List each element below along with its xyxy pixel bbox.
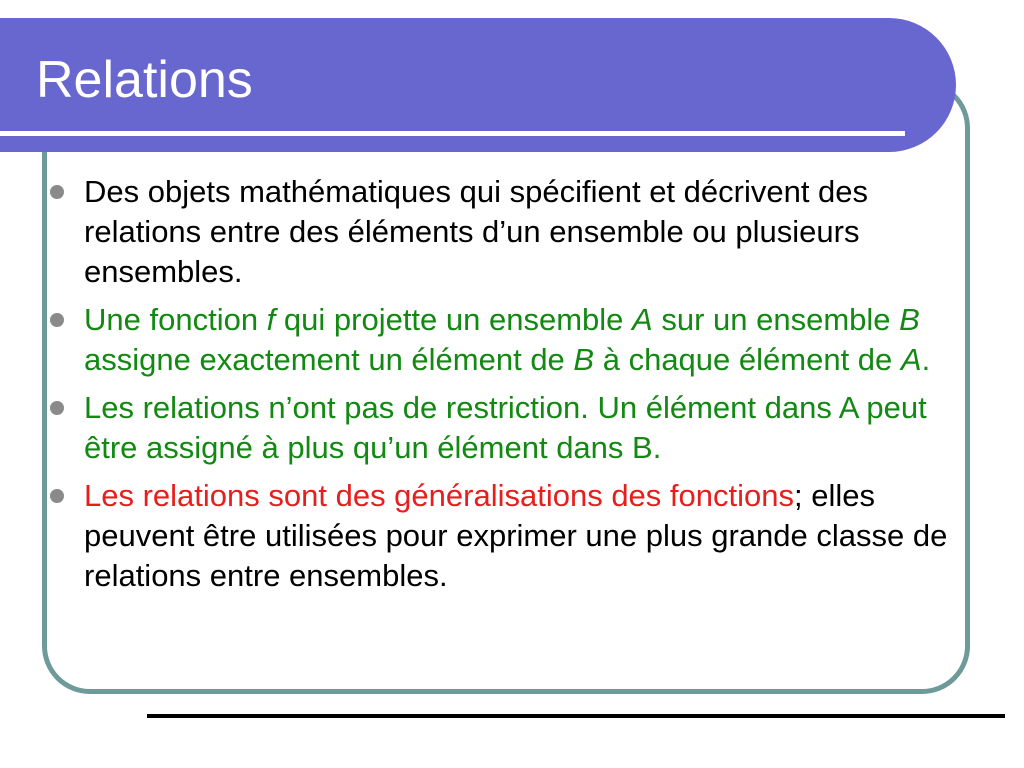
bullet-dot-icon — [50, 185, 64, 199]
page-title: Relations — [36, 51, 253, 109]
bullet-text-part: ; elles peuvent être utilisées pour exprimer une plus grande classe de relations entre ensembles. — [84, 478, 948, 593]
bullet-item-function — [50, 300, 950, 380]
symbol-a: A — [632, 302, 653, 337]
bullet-text-part: Une fonction — [84, 302, 267, 337]
bullet-dot-icon — [50, 313, 64, 327]
symbol-b: B — [899, 302, 920, 337]
bottom-rule — [147, 714, 1005, 718]
title-underline — [0, 131, 905, 136]
bullet-item-objects — [50, 172, 950, 292]
bullet-text-part: sur un ensemble — [652, 302, 900, 337]
bullet-item-restriction — [50, 388, 950, 468]
symbol-f: f — [266, 302, 276, 337]
bullet-text: Des objets mathématiques qui spécifient et décrivent des relations entre des éléments d’un ensemble ou plusieurs ensembles. — [84, 174, 869, 289]
bullet-list — [50, 172, 950, 604]
bullet-text-part: . — [921, 342, 931, 377]
bullet-text-part: assigne exactement un élément de — [84, 342, 574, 377]
symbol-a: A — [900, 342, 922, 377]
bullet-text-part: à chaque élément de — [594, 342, 901, 377]
bullet-item-generalisation — [50, 476, 950, 596]
bullet-text: Les relations n’ont pas de restriction. Un élément dans A peut être assigné à plus qu’un élément dans B. — [84, 390, 927, 465]
bullet-dot-icon — [50, 401, 64, 415]
bullet-text-part: qui projette un ensemble — [275, 302, 633, 337]
symbol-b: B — [573, 342, 595, 377]
bullet-dot-icon — [50, 489, 64, 503]
bullet-text-highlight: Les relations sont des généralisations des fonctions — [84, 478, 794, 513]
